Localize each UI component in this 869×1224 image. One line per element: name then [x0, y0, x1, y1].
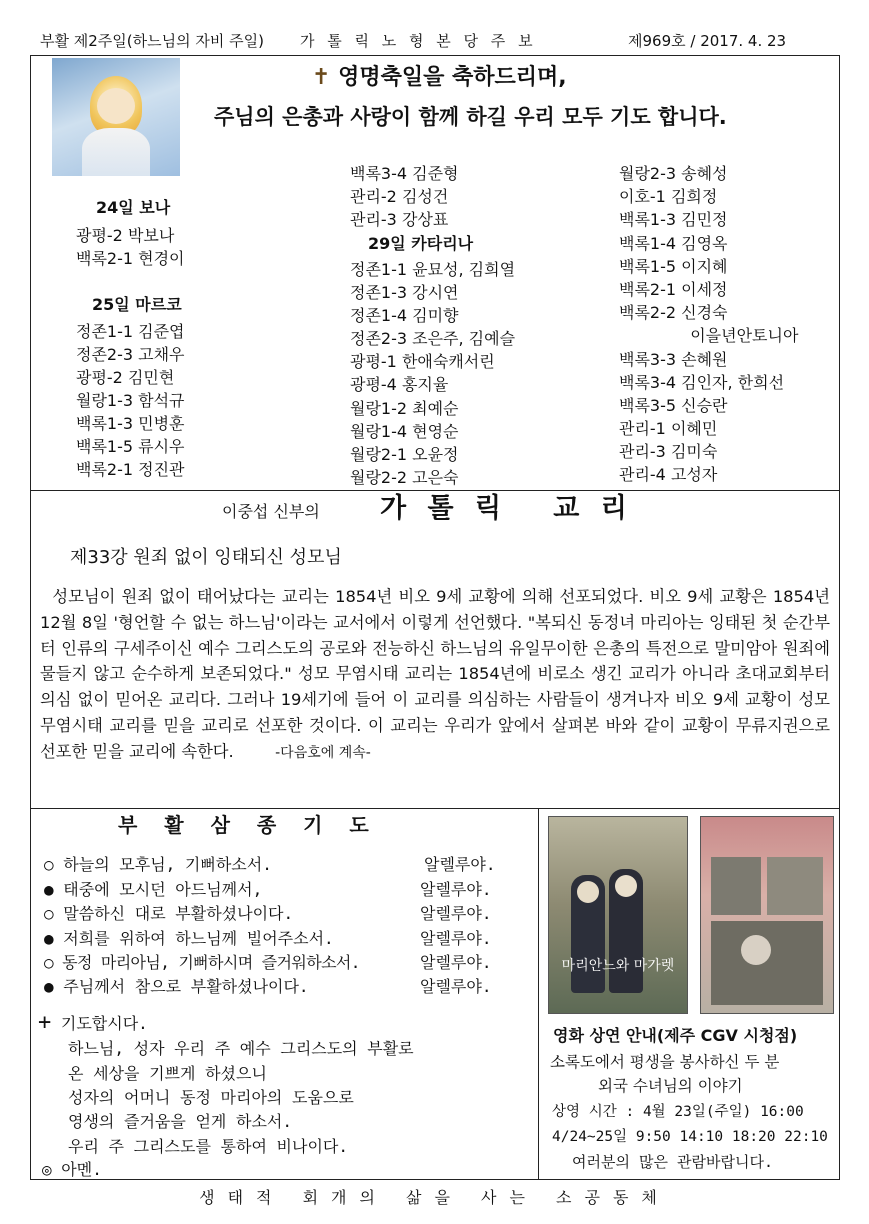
filled-circle-icon: ●: [44, 977, 54, 996]
lecture-title: 제33강 원죄 없이 잉태되신 성모님: [70, 547, 342, 568]
name-line: 백록3-4 김준형: [350, 164, 459, 183]
name-line: 광평-2 박보나: [76, 226, 175, 245]
day-24-heading: 24일 보나: [96, 198, 171, 217]
name-line: 관리-4 고성자: [619, 465, 718, 484]
name-line: 백록1-3 김민정: [619, 210, 728, 229]
name-line: 백록1-5 이지혜: [619, 257, 728, 276]
name-line: 정존1-1 윤묘성, 김희열: [350, 260, 516, 279]
name-line: 백록3-5 신승란: [619, 396, 728, 415]
pray-line: + 기도합시다.: [38, 1010, 148, 1035]
day-29-heading: 29일 카타리나: [368, 234, 474, 253]
movie-poster-2: [700, 816, 834, 1014]
prayer-response: 알렐루야.: [420, 953, 492, 972]
cross-icon: ✝: [312, 65, 331, 90]
closing-line: 우리 주 그리스도를 통하여 비나이다.: [68, 1137, 349, 1156]
name-line: 월랑1-3 함석규: [76, 391, 185, 410]
movie-info-line: 외국 수녀님의 이야기: [598, 1077, 743, 1095]
prayer-line: ○ 말씀하신 대로 부활하셨나이다.: [44, 904, 294, 923]
prayer-response: 알렐루야.: [420, 977, 492, 996]
prayer-response: 알렐루야.: [424, 855, 496, 874]
name-line: 정존2-3 고채우: [76, 345, 185, 364]
prayer-response: 알렐루야.: [420, 929, 492, 948]
name-line: 정존1-3 강시연: [350, 283, 459, 302]
movie-info-line: 상영 시간 : 4월 23일(주일) 16:00: [552, 1104, 804, 1120]
movie-info-line: 소록도에서 평생을 봉사하신 두 분: [550, 1053, 780, 1071]
name-line: 월랑1-2 최예순: [350, 399, 459, 418]
name-line: 백록3-4 김인자, 한희선: [619, 373, 785, 392]
name-line: 정존2-3 조은주, 김예슬: [350, 329, 516, 348]
doctrine-title: 가 톨 릭 교 리: [380, 493, 633, 524]
feast-title: ✝ 영명축일을 축하드리며,: [312, 65, 567, 90]
feast-subtitle: 주님의 은총과 사랑이 함께 하길 우리 모두 기도 합니다.: [214, 105, 727, 129]
filled-circle-icon: ●: [44, 880, 54, 899]
open-circle-icon: ○: [44, 904, 54, 923]
open-circle-icon: ○: [44, 953, 54, 972]
movie-info-line: 4/24~25일 9:50 14:10 18:20 22:10: [552, 1129, 828, 1145]
name-line: 관리-1 이혜민: [619, 419, 718, 438]
doctrine-body: 성모님이 원죄 없이 태어났다는 교리는 1854년 비오 9세 교황에 의해 선포되었다. 비오 9세 교황은 1854년 12월 8일 '형언할 수 없는 하느님'이라는 교서에서 이렇게 선언했다. "복되신 동정녀 마리아는 잉태된 첫 순간부터 인류의 구세주이신 예수 그리스도의 공로와 전능하신 하느님의 유일무이한 은총의 특전으로 말미암아 원죄에 물들지 않고 순수하게 보존되었다." 성모 무염시태 교리는 1854년에 비로소 생긴 교리가 아니라 초대교회부터 의심 없이 믿어온 교리다. 그러나 19세기에 들어 이 교리를 의심하는 사람들이 생겨나자 비오 9세 교황이 성모 무염시태 교리를 믿을 교리로 선포한 것이다. 이 교리는 우리가 앞에서 살펴본 바와 같이 교황이 무류지권으로 선포한 믿을 교리에 속한다. -다음호에 계속-: [40, 587, 836, 761]
amen-line: ◎ 아멘.: [42, 1160, 102, 1179]
liturgical-day: 부활 제2주일(하느님의 자비 주일): [40, 32, 264, 50]
name-line: 백록2-1 정진관: [76, 460, 185, 479]
name-line: 이호-1 김희정: [619, 187, 718, 206]
open-circle-icon: ○: [44, 855, 54, 874]
name-line: 백록1-4 김영옥: [619, 234, 728, 253]
name-line: 백록1-5 류시우: [76, 437, 185, 456]
poster-title: 마리안느와 마가렛: [561, 958, 675, 974]
prayer-line: ○ 하늘의 모후님, 기뻐하소서.: [44, 855, 272, 874]
name-line: 백록2-1 이세정: [619, 280, 728, 299]
issue-number: 제969호 / 2017. 4. 23: [628, 32, 787, 50]
prayer-response: 알렐루야.: [420, 904, 492, 923]
name-line: 월랑2-1 오윤정: [350, 445, 459, 464]
double-circle-icon: ◎: [42, 1160, 52, 1179]
divider-vertical: [538, 808, 539, 1180]
movie-info-line: 여러분의 많은 관람바랍니다.: [572, 1153, 773, 1171]
name-line: 이을년안토니아: [619, 326, 799, 345]
movie-poster-1: [548, 816, 688, 1014]
filled-circle-icon: ●: [44, 929, 54, 948]
prayer-line: ● 태중에 모시던 아드님께서,: [44, 880, 263, 899]
divider-doctrine: [30, 808, 840, 809]
prayer-response: 알렐루야.: [420, 880, 492, 899]
name-line: 광평-4 홍지율: [350, 375, 449, 394]
footer-slogan: 생태적 회개의 삶을 사는 소공동체: [199, 1188, 670, 1207]
name-line: 월랑2-2 고은숙: [350, 468, 459, 487]
closing-line: 영생의 즐거움을 얻게 하소서.: [68, 1112, 293, 1131]
doctrine-author: 이중섭 신부의: [222, 502, 320, 521]
name-line: 정존1-1 김준엽: [76, 322, 185, 341]
bulletin-header: [0, 30, 869, 56]
closing-line: 성자의 어머니 동정 마리아의 도움으로: [68, 1088, 354, 1107]
name-line: 월랑2-3 송혜성: [619, 164, 728, 183]
name-line: 광평-2 김민현: [76, 368, 175, 387]
prayer-line: ● 주님께서 참으로 부활하셨나이다.: [44, 977, 309, 996]
prayer-title: 부 활 삼 종 기 도: [118, 813, 379, 837]
bulletin-title: 가 톨 릭 노 형 본 당 주 보: [300, 32, 537, 50]
name-line: 관리-2 김성건: [350, 187, 449, 206]
continued-note: -다음호에 계속-: [275, 744, 371, 761]
day-25-heading: 25일 마르코: [92, 295, 182, 314]
closing-line: 하느님, 성자 우리 주 예수 그리스도의 부활로: [68, 1039, 414, 1058]
name-line: 관리-3 강상표: [350, 210, 449, 229]
name-line: 정존1-4 김미향: [350, 306, 459, 325]
divider-feast: [30, 490, 840, 491]
name-line: 백록2-1 현경이: [76, 249, 185, 268]
name-line: 월랑1-4 현영순: [350, 422, 459, 441]
closing-line: 온 세상을 기쁘게 하셨으니: [68, 1064, 267, 1083]
name-line: 백록1-3 민병훈: [76, 414, 185, 433]
prayer-line: ○ 동정 마리아님, 기뻐하시며 즐거워하소서.: [44, 953, 360, 972]
name-line: 백록3-3 손혜원: [619, 350, 728, 369]
name-line: 백록2-2 신경숙: [619, 303, 728, 322]
movie-heading: 영화 상연 안내(제주 CGV 시청점): [553, 1026, 798, 1045]
plus-icon: +: [38, 1010, 52, 1035]
prayer-line: ● 저희를 위하여 하느님께 빌어주소서.: [44, 929, 334, 948]
name-line: 광평-1 한애숙캐서린: [350, 352, 495, 371]
name-line: 관리-3 김미숙: [619, 442, 718, 461]
mary-image: [52, 58, 180, 176]
